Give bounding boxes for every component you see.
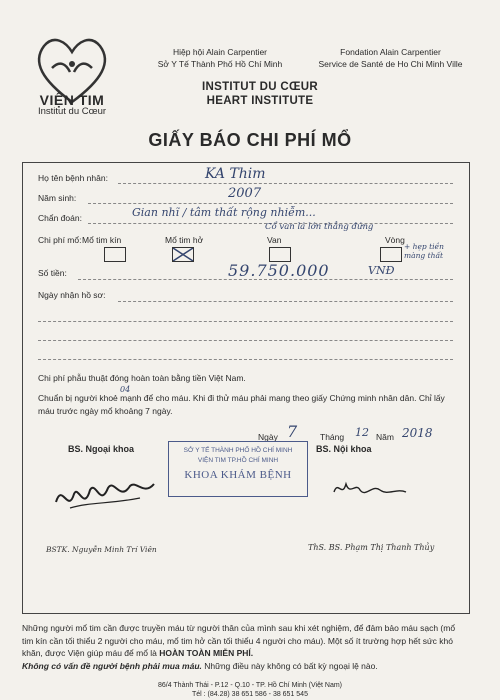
footer-free: HOÀN TOÀN MIỄN PHÍ. — [159, 648, 254, 658]
date-day: 7 — [287, 422, 298, 441]
patient-value: KA Thim — [205, 166, 266, 182]
footer-text: Những người mổ tim cần được truyền máu từ người thân của mình sau khi xét nghiệm, để đảm bảo máu sạch (mổ tim kín cần tối thiểu 2 người cho máu, mổ tim hở cần tối thiểu 4 người cho máu). Một số ít trường hợp hết sức khó khăn, được Viện giúp máu để mổ là — [22, 623, 456, 658]
blank-line — [38, 340, 453, 341]
diagnosis-extra: Cổ van lá lớn thẳng đứng — [265, 222, 374, 232]
received-line — [118, 301, 453, 302]
stamp-line: KHOA KHÁM BỆNH — [184, 469, 292, 481]
header-right-line: Service de Santé de Ho Chi Minh Ville — [318, 59, 463, 69]
date-day-label: Ngày — [258, 432, 278, 442]
amount-value: 59.750.000 — [228, 261, 330, 280]
footer-text: Những điều này không có bất kỳ ngoại lệ nào. — [201, 660, 378, 671]
patient-label: Họ tên bệnh nhân: — [38, 173, 108, 183]
header-right — [308, 46, 473, 70]
date-year: 2018 — [402, 426, 433, 440]
cost-label: Chi phí mổ: — [38, 235, 82, 245]
option-label: Mổ tim hở — [165, 235, 204, 245]
birth-label: Năm sinh: — [38, 193, 77, 203]
birth-value: 2007 — [228, 186, 262, 201]
note-blood-donor: Chuẩn bị người khoẻ mạnh để cho máu. Khi đi thử máu phải mang theo giấy Chứng minh nhân dân. Chỉ lấy máu trước ngày mổ khoảng 7 ngày. — [38, 393, 445, 416]
institute-line: INSTITUT DU CŒUR — [202, 81, 318, 93]
checkbox-ring[interactable] — [380, 247, 402, 262]
date-month: 12 — [355, 426, 369, 439]
institute-name — [160, 80, 360, 108]
diagnosis-label: Chẩn đoán: — [38, 213, 82, 223]
logo-subtitle: Institut du Cœur — [37, 106, 107, 117]
physician-name: ThS. BS. Phạm Thị Thanh Thủy — [308, 543, 435, 552]
date-year-label: Năm — [376, 432, 394, 442]
blank-line — [38, 359, 453, 360]
address-line: 86/4 Thành Thái - P.12 - Q.10 - TP. Hồ Chí Minh (Việt Nam) — [157, 682, 343, 689]
document-title: GIẤY BÁO CHI PHÍ MỔ — [148, 130, 352, 150]
checkbox-valve[interactable] — [269, 247, 291, 262]
footer-emphasis: Không có vấn đề người bệnh phải mua máu. — [22, 660, 202, 671]
stamp-line: VIỆN TIM TP.HỒ CHÍ MINH — [197, 457, 279, 464]
department-stamp — [168, 441, 308, 497]
surgeon-signature — [50, 472, 160, 522]
diagnosis-value: Gian nhĩ / tâm thất rộng nhiễm... — [132, 206, 316, 219]
received-label: Ngày nhận hồ sơ: — [38, 290, 106, 300]
phone-line: Tél : (84.28) 38 651 586 - 38 651 545 — [192, 691, 308, 698]
surgeon-title: BS. Ngoại khoa — [68, 444, 135, 454]
footer-notice — [22, 622, 468, 672]
note-payment: Chi phí phẫu thuật đóng hoàn toàn bằng tiền Việt Nam. — [38, 373, 246, 383]
option-label: Mổ tim kín — [82, 235, 122, 245]
option-note: + hẹp tiền màng thất — [404, 242, 444, 260]
header-left — [145, 46, 295, 70]
checkbox-closed-heart[interactable] — [104, 247, 126, 262]
institute-line: HEART INSTITUTE — [206, 95, 314, 107]
stamp-line: SỞ Y TẾ THÀNH PHỐ HỒ CHÍ MINH — [183, 447, 293, 454]
check-mark-icon — [173, 248, 193, 261]
physician-signature — [330, 474, 410, 504]
option-label: Vòng — [385, 235, 405, 245]
physician-title: BS. Nội khoa — [316, 444, 372, 454]
checkbox-open-heart[interactable] — [172, 247, 194, 262]
birth-line — [88, 203, 453, 204]
address — [0, 681, 500, 699]
header-left-line: Hiệp hội Alain Carpentier — [172, 47, 268, 57]
note-handwritten: 04 — [120, 385, 131, 394]
patient-line — [118, 183, 453, 184]
surgeon-name: BSTK. Nguyễn Minh Trí Viên — [46, 545, 157, 554]
blank-line — [38, 321, 453, 322]
amount-unit: VNĐ — [368, 264, 395, 277]
amount-label: Số tiền: — [38, 268, 67, 278]
logo-name: VIỆN TIM — [39, 92, 105, 108]
date-month-label: Tháng — [320, 432, 345, 442]
option-label: Van — [267, 235, 282, 245]
header-left-line: Sở Y Tế Thành Phố Hồ Chí Minh — [157, 59, 283, 69]
header-right-line: Fondation Alain Carpentier — [340, 47, 441, 57]
